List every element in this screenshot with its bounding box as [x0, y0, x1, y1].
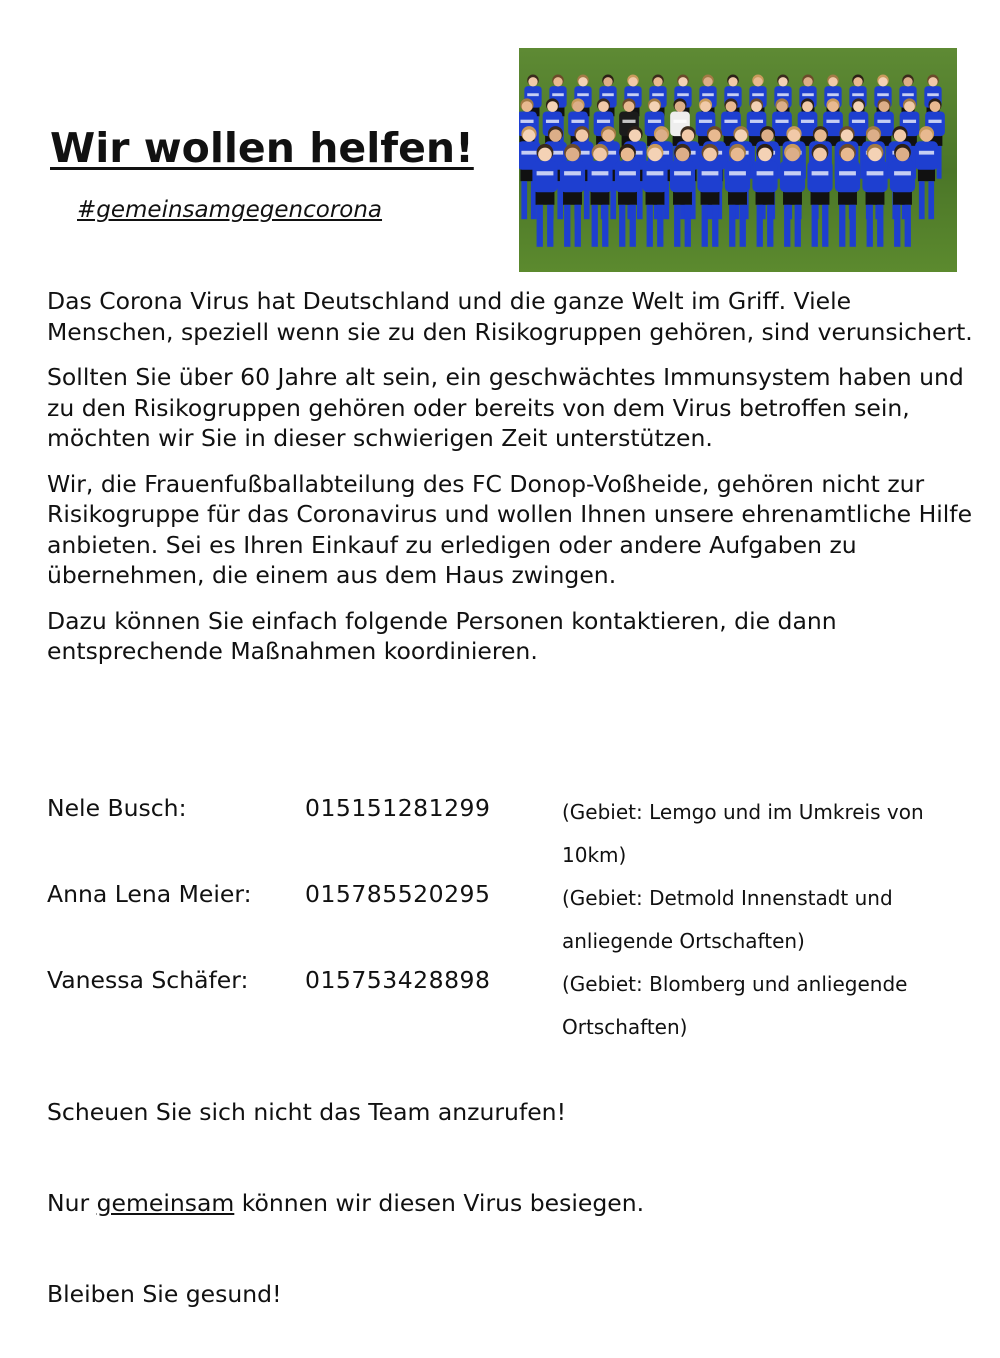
contact-phone: 015151281299 — [305, 794, 491, 822]
contact-phone: 015785520295 — [305, 880, 491, 908]
contact-area: (Gebiet: Blomberg und anliegende Ortschaften) — [562, 972, 908, 1039]
hashtag: #gemeinsamgegencorona — [77, 197, 383, 223]
contact-row — [47, 961, 977, 1047]
team-photo-illustration — [519, 48, 957, 272]
page-title: Wir wollen helfen! — [50, 124, 474, 172]
contact-name: Vanessa Schäfer: — [47, 966, 249, 994]
contact-name: Nele Busch: — [47, 794, 187, 822]
team-photo — [519, 48, 957, 272]
closing-together-post: können wir diesen Virus besiegen. — [234, 1189, 645, 1217]
paragraph-offer: Wir, die Frauenfußballabteilung des FC Donop-Voßheide, gehören nicht zur Risikogruppe für das Coronavirus und wollen Ihnen unsere ehrenamtliche Hilfe anbieten. Sei es Ihren Einkauf zu erledigen oder andere Aufgaben zu übernehmen, die einem aus dem Haus zwingen. — [47, 469, 973, 589]
closing-together-pre: Nur — [47, 1189, 97, 1217]
contact-area: (Gebiet: Lemgo und im Umkreis von 10km) — [562, 800, 924, 867]
closing-together — [47, 1188, 644, 1218]
contact-name: Anna Lena Meier: — [47, 880, 252, 908]
paragraph-target-group: Sollten Sie über 60 Jahre alt sein, ein geschwächtes Immunsystem haben und zu den Risikogruppen gehören oder bereits von dem Virus betroffen sein, möchten wir Sie in dieser schwierigen Zeit unterstützen. — [47, 363, 964, 452]
contact-row — [47, 875, 977, 961]
contact-row — [47, 789, 977, 875]
paragraph-contact-hint: Dazu können Sie einfach folgende Personen kontaktieren, die dann entsprechende Maßnahmen koordinieren. — [47, 606, 837, 665]
closing-stay-healthy: Bleiben Sie gesund! — [47, 1280, 282, 1308]
body-text — [47, 286, 977, 682]
paragraph-intro: Das Corona Virus hat Deutschland und die ganze Welt im Griff. Viele Menschen, speziell wenn sie zu den Risikogruppen gehören, sind verunsichert. — [47, 287, 973, 346]
contact-phone: 015753428898 — [305, 966, 491, 994]
contact-area: (Gebiet: Detmold Innenstadt und anliegende Ortschaften) — [562, 886, 893, 953]
contact-list — [47, 789, 977, 1047]
closing-call-to-action: Scheuen Sie sich nicht das Team anzurufen! — [47, 1098, 566, 1126]
closing-together-emphasis: gemeinsam — [96, 1189, 235, 1217]
